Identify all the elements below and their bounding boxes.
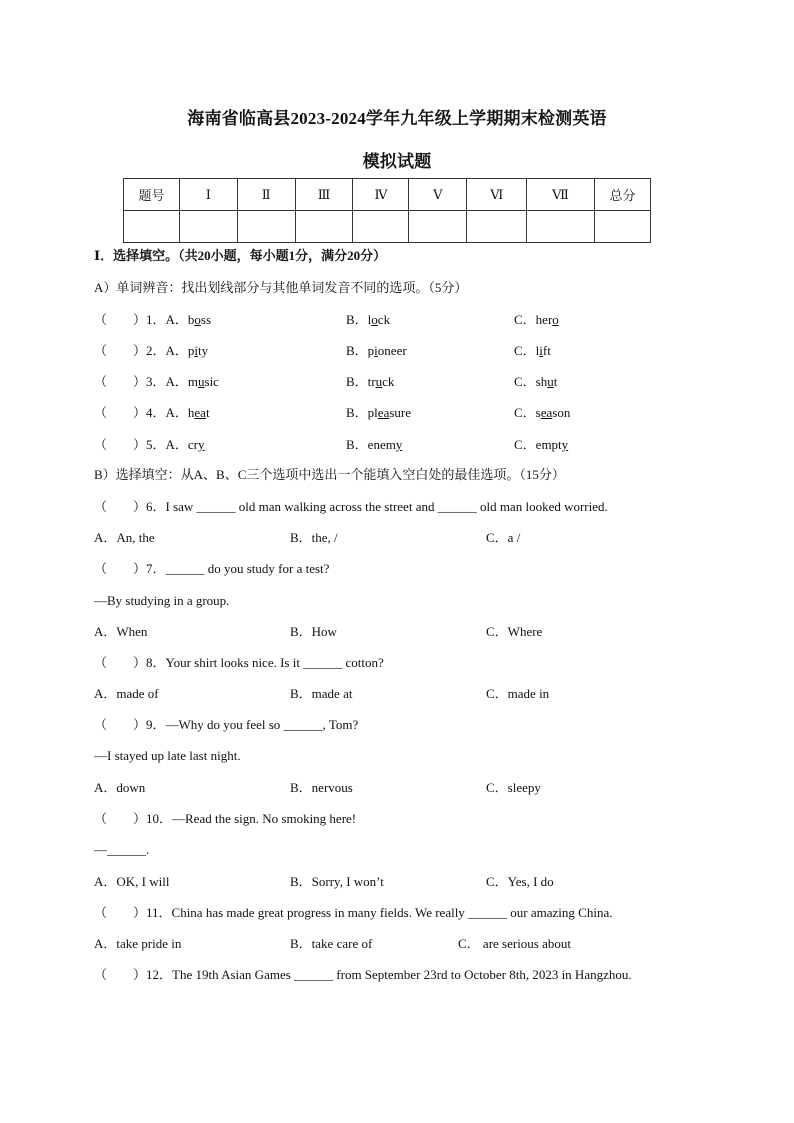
score-cell[interactable] bbox=[237, 211, 295, 243]
word-part: p bbox=[187, 343, 195, 358]
item-4-option-a[interactable] bbox=[94, 405, 210, 421]
item-4-option-b[interactable] bbox=[346, 405, 411, 421]
underlined-letters: o bbox=[552, 312, 559, 327]
underlined-letters: o bbox=[371, 312, 378, 327]
word-part: C．empt bbox=[514, 437, 562, 452]
section-heading: Ⅰ．选择填空。（共20小题，每小题1分，满分20分） bbox=[94, 248, 387, 263]
word-part: sic bbox=[204, 374, 219, 389]
word-part: ft bbox=[542, 343, 551, 358]
q6-option-a[interactable]: A．An, the bbox=[94, 530, 155, 545]
question-8: （ ）8．Your shirt looks nice. Is it ______ cotton? bbox=[94, 655, 384, 670]
q8-option-c[interactable]: C．made in bbox=[486, 686, 550, 701]
score-cell[interactable] bbox=[179, 211, 237, 243]
q11-option-b[interactable]: B．take care of bbox=[290, 936, 373, 951]
part-b-instruction: B）选择填空：从A、B、C三个选项中选出一个能填入空白处的最佳选项。（15分） bbox=[94, 467, 565, 482]
word-part: ck bbox=[377, 312, 391, 327]
underlined-letters: i bbox=[194, 343, 199, 358]
question-7: （ ）7．______ do you study for a test? bbox=[94, 561, 330, 576]
underlined-letters: y bbox=[198, 437, 205, 452]
word-part: m bbox=[187, 374, 199, 389]
word-part: C．her bbox=[514, 312, 553, 327]
question-stem: （ ）1．A． bbox=[94, 312, 188, 327]
underlined-letters: y bbox=[395, 437, 403, 452]
word-part: ck bbox=[382, 374, 395, 389]
question-7-answer-line: —By studying in a group. bbox=[94, 593, 230, 608]
word-part: C．s bbox=[514, 405, 541, 420]
word-part: b bbox=[187, 312, 195, 327]
question-stem: （ ）4．A． bbox=[94, 405, 188, 420]
score-header-cell: Ⅲ bbox=[295, 179, 353, 211]
word-part: ty bbox=[198, 343, 209, 358]
underlined-letters: ea bbox=[377, 405, 390, 420]
underlined-letters: ea bbox=[194, 405, 206, 420]
score-header-cell: Ⅵ bbox=[467, 179, 527, 211]
score-header-cell: 题号 bbox=[124, 179, 180, 211]
score-header-cell: Ⅴ bbox=[409, 179, 467, 211]
score-header-cell: Ⅳ bbox=[353, 179, 409, 211]
q8-option-b[interactable]: B．made at bbox=[290, 686, 353, 701]
word-part: sure bbox=[389, 405, 412, 420]
question-10: （ ）10．—Read the sign. No smoking here! bbox=[94, 811, 357, 826]
question-6: （ ）6．I saw ______ old man walking across the street and ______ old man looked worried. bbox=[94, 499, 608, 514]
word-part: h bbox=[187, 405, 195, 420]
underlined-letters: y bbox=[561, 437, 569, 452]
item-2-option-c[interactable] bbox=[514, 343, 551, 359]
word-part: B．pl bbox=[346, 405, 378, 420]
score-table-header-row bbox=[124, 179, 651, 211]
underlined-letters: ea bbox=[540, 405, 553, 420]
question-9-answer-line: —I stayed up late last night. bbox=[94, 748, 241, 763]
word-part: B．p bbox=[346, 343, 375, 358]
q9-option-a[interactable]: A．down bbox=[94, 780, 146, 795]
q6-option-b[interactable]: B．the, / bbox=[290, 530, 338, 545]
q8-option-a[interactable]: A．made of bbox=[94, 686, 159, 701]
score-header-cell: Ⅱ bbox=[237, 179, 295, 211]
q9-option-c[interactable]: C．sleepy bbox=[486, 780, 541, 795]
item-3-option-a[interactable] bbox=[94, 374, 219, 390]
word-part: oneer bbox=[377, 343, 407, 358]
q9-option-b[interactable]: B．nervous bbox=[290, 780, 353, 795]
q6-option-c[interactable]: C．a / bbox=[486, 530, 521, 545]
item-1-option-a[interactable] bbox=[94, 312, 211, 328]
question-stem: （ ）3．A． bbox=[94, 374, 188, 389]
question-11: （ ）11．China has made great progress in many fields. We really ______ our amazing China. bbox=[94, 905, 613, 920]
question-12: （ ）12．The 19th Asian Games ______ from September 23rd to October 8th, 2023 in Hangzhou. bbox=[94, 967, 632, 982]
item-2-option-a[interactable] bbox=[94, 343, 208, 359]
underlined-letters: i bbox=[374, 343, 378, 358]
word-part: B．tr bbox=[346, 374, 376, 389]
score-cell[interactable] bbox=[295, 211, 353, 243]
q10-option-b[interactable]: B．Sorry, I won’t bbox=[290, 874, 384, 889]
score-cell[interactable] bbox=[124, 211, 180, 243]
score-cell[interactable] bbox=[594, 211, 650, 243]
question-stem: （ ）5．A． bbox=[94, 437, 188, 452]
score-header-cell: 总分 bbox=[594, 179, 650, 211]
item-3-option-c[interactable] bbox=[514, 374, 557, 390]
part-a-instruction: A）单词辨音：找出划线部分与其他单词发音不同的选项。（5分） bbox=[94, 280, 468, 295]
word-part: t bbox=[553, 374, 558, 389]
item-1-option-b[interactable] bbox=[346, 312, 390, 328]
score-cell[interactable] bbox=[353, 211, 409, 243]
word-part: ss bbox=[200, 312, 212, 327]
item-2-option-b[interactable] bbox=[346, 343, 407, 359]
q7-option-a[interactable]: A．When bbox=[94, 624, 148, 639]
word-part: cr bbox=[187, 437, 198, 452]
q7-option-b[interactable]: B．How bbox=[290, 624, 337, 639]
underlined-letters: o bbox=[194, 312, 201, 327]
question-9: （ ）9．—Why do you feel so ______, Tom? bbox=[94, 717, 359, 732]
word-part: B．enem bbox=[346, 437, 396, 452]
q11-option-a[interactable]: A．take pride in bbox=[94, 936, 182, 951]
score-table bbox=[123, 178, 651, 243]
q7-option-c[interactable]: C．Where bbox=[486, 624, 543, 639]
underlined-letters: u bbox=[198, 374, 205, 389]
score-header-cell: Ⅶ bbox=[527, 179, 595, 211]
word-part: C．sh bbox=[514, 374, 548, 389]
item-3-option-b[interactable] bbox=[346, 374, 394, 390]
exam-subtitle: 模拟试题 bbox=[362, 152, 432, 171]
exam-title: 海南省临高县2023-2024学年九年级上学期期末检测英语 bbox=[187, 109, 607, 128]
item-5-option-c[interactable] bbox=[514, 437, 568, 453]
q11-option-c[interactable]: C． are serious about bbox=[458, 936, 572, 951]
score-cell[interactable] bbox=[527, 211, 595, 243]
word-part: B．l bbox=[346, 312, 372, 327]
item-1-option-c[interactable] bbox=[514, 312, 559, 328]
item-5-option-a[interactable] bbox=[94, 437, 205, 453]
item-5-option-b[interactable] bbox=[346, 437, 402, 453]
question-10-answer-line: —______. bbox=[94, 842, 150, 857]
q10-option-a[interactable]: A．OK, I will bbox=[94, 874, 170, 889]
word-part: C．l bbox=[514, 343, 540, 358]
item-4-option-c[interactable] bbox=[514, 405, 570, 421]
score-cell[interactable] bbox=[467, 211, 527, 243]
underlined-letters: i bbox=[539, 343, 543, 358]
underlined-letters: u bbox=[547, 374, 554, 389]
score-cell[interactable] bbox=[409, 211, 467, 243]
score-table-input-row bbox=[124, 211, 651, 243]
underlined-letters: u bbox=[375, 374, 383, 389]
q10-option-c[interactable]: C．Yes, I do bbox=[486, 874, 554, 889]
word-part: t bbox=[205, 405, 210, 420]
word-part: son bbox=[552, 405, 571, 420]
question-stem: （ ）2．A． bbox=[94, 343, 188, 358]
score-header-cell: Ⅰ bbox=[179, 179, 237, 211]
